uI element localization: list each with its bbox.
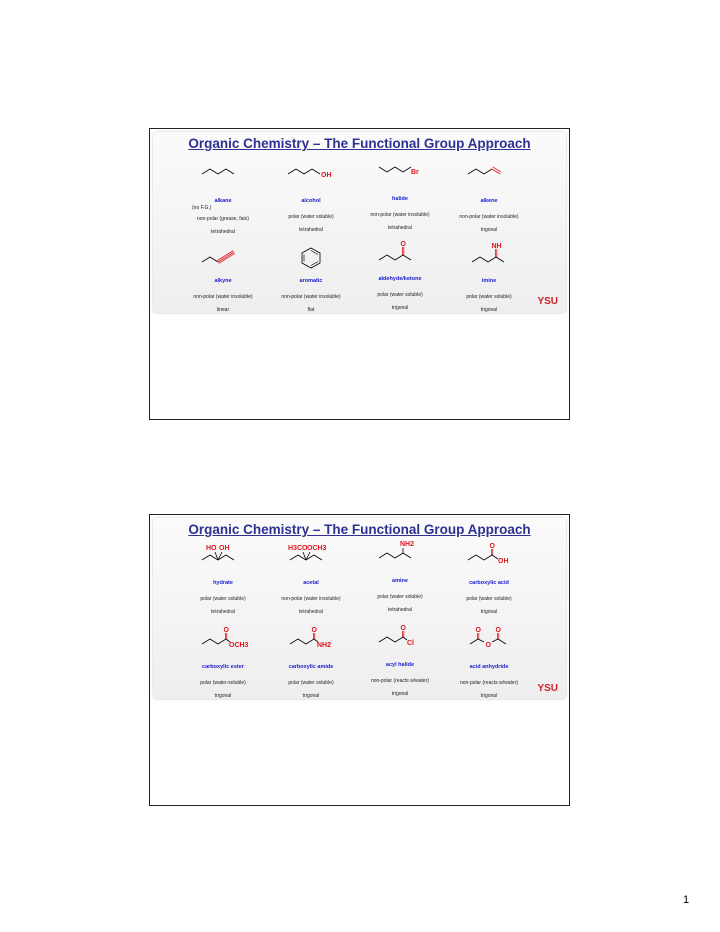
group-hydrate: [178, 538, 268, 615]
group-polarity: polar (water soluble): [377, 594, 423, 600]
group-name: halide: [392, 196, 408, 202]
group-alkane: [178, 156, 268, 235]
aromatic-structure: [276, 236, 346, 276]
anhydride-o1-label: O: [475, 627, 481, 634]
group-name: carboxylic amide: [288, 664, 334, 670]
group-name: aldehyde/ketone: [378, 276, 422, 282]
group-geometry: trigonal: [302, 693, 320, 699]
group-name: acetal: [303, 580, 319, 586]
group-name: imine: [481, 278, 497, 284]
hydrate-ho-label: HO: [206, 545, 217, 552]
ysu-logo: YSU: [537, 296, 558, 307]
group-polarity: polar (water soluble): [288, 680, 334, 686]
ester-och3-label: OCH3: [229, 642, 249, 649]
acetal-structure: [276, 538, 346, 578]
group-carboxylic-amide: [266, 622, 356, 699]
halide-structure: [365, 154, 435, 194]
slide-1-content: [153, 132, 566, 313]
group-name: acyl halide: [385, 662, 415, 668]
imine-structure: [454, 236, 524, 276]
group-alkyne: [178, 236, 268, 313]
amide-o-label: O: [311, 627, 317, 634]
page-number: 1: [683, 894, 690, 906]
group-geometry: tetrahedral: [388, 607, 412, 613]
carboxylic-acid-structure: [454, 538, 524, 578]
group-note: (no F.G.): [192, 205, 212, 211]
group-geometry: linear: [216, 307, 230, 313]
group-polarity: non-polar (water insoluble): [459, 214, 519, 220]
halide-br-label: Br: [411, 169, 419, 176]
ketone-o-label: O: [400, 241, 406, 248]
group-name: hydrate: [213, 580, 233, 586]
group-geometry: tetrahedral: [299, 227, 323, 233]
group-geometry: tetrahedral: [299, 609, 323, 615]
group-name: amine: [392, 578, 408, 584]
alkyne-structure: [188, 236, 258, 276]
ketone-structure: [365, 234, 435, 274]
slide-2: [149, 514, 570, 806]
group-name: alcohol: [301, 198, 321, 204]
slide-1-title: Organic Chemistry – The Functional Group Approach: [188, 136, 531, 151]
ester-o-label: O: [223, 627, 229, 634]
group-name: aromatic: [299, 278, 323, 284]
anhydride-structure: [454, 622, 524, 662]
group-name: alkene: [480, 198, 498, 204]
acetal-och3-label: OCH3: [307, 545, 327, 552]
group-polarity: polar (water soluble): [200, 596, 246, 602]
ester-structure: [188, 622, 258, 662]
group-geometry: trigonal: [480, 609, 498, 615]
group-geometry: tetrahedral: [388, 225, 412, 231]
group-carboxylic-ester: [178, 622, 268, 699]
group-polarity: non-polar (reacts w/water): [370, 678, 430, 684]
group-halide: [355, 154, 445, 231]
group-polarity: non-polar (water insoluble): [370, 212, 430, 218]
group-carboxylic-acid: [444, 538, 534, 615]
group-geometry: trigonal: [480, 693, 498, 699]
acyl-halide-structure: [365, 620, 435, 660]
slide-2-title: Organic Chemistry – The Functional Group Approach: [188, 522, 531, 537]
group-amine: [355, 536, 445, 613]
amine-structure: [365, 536, 435, 576]
slide-1: [149, 128, 570, 420]
acid-o-label: O: [489, 543, 495, 550]
group-geometry: tetrahedral: [211, 609, 235, 615]
group-polarity: polar (water soluble): [466, 294, 512, 300]
group-geometry: trigonal: [480, 307, 498, 313]
alkene-structure: [454, 156, 524, 196]
group-alkene: [444, 156, 534, 233]
group-polarity: polar (water soluble): [466, 596, 512, 602]
group-geometry: trigonal: [480, 227, 498, 233]
ysu-logo: YSU: [537, 683, 558, 694]
anhydride-o2-label: O: [495, 627, 501, 634]
amide-nh2-label: NH2: [317, 642, 332, 649]
group-polarity: polar (water soluble): [288, 214, 334, 220]
group-geometry: trigonal: [391, 691, 409, 697]
group-polarity: non-polar (grease, fats): [197, 216, 249, 222]
group-geometry: trigonal: [391, 305, 409, 311]
imine-nh-label: NH: [491, 243, 502, 250]
group-imine: [444, 236, 534, 313]
acyl-o-label: O: [400, 625, 406, 632]
alkane-structure: [188, 156, 258, 196]
group-geometry: flat: [307, 307, 315, 313]
alcohol-oh-label: OH: [321, 172, 332, 179]
acyl-cl-label: Cl: [407, 640, 414, 647]
group-acid-anhydride: [444, 622, 534, 699]
group-geometry: tetrahedral: [211, 229, 235, 235]
group-name: alkane: [214, 198, 232, 204]
group-polarity: polar (water soluble): [377, 292, 423, 298]
group-name: carboxylic acid: [469, 580, 509, 586]
hydrate-oh-label: OH: [219, 545, 230, 552]
group-name: alkyne: [214, 278, 232, 284]
amine-nh2-label: NH2: [400, 541, 415, 548]
group-name: carboxylic ester: [202, 664, 244, 670]
group-alcohol: [266, 156, 356, 233]
group-polarity: non-polar (water insoluble): [281, 596, 341, 602]
group-polarity: non-polar (water insoluble): [281, 294, 341, 300]
group-acyl-halide: [355, 620, 445, 697]
acetal-h3co-label: H3CO: [288, 545, 308, 552]
group-polarity: non-polar (reacts w/water): [459, 680, 519, 686]
hydrate-structure: [188, 538, 258, 578]
amide-structure: [276, 622, 346, 662]
group-polarity: non-polar (water insoluble): [193, 294, 253, 300]
anhydride-o3-label: O: [485, 642, 491, 649]
alcohol-structure: [276, 156, 346, 196]
group-acetal: [266, 538, 356, 615]
group-polarity: polar (water-soluble): [200, 680, 246, 686]
group-aromatic: [266, 236, 356, 313]
group-geometry: trigonal: [214, 693, 232, 699]
group-name: acid anhydride: [469, 664, 509, 670]
group-aldehyde-ketone: [355, 234, 445, 311]
slide-2-content: [153, 518, 566, 699]
acid-oh-label: OH: [498, 558, 509, 565]
